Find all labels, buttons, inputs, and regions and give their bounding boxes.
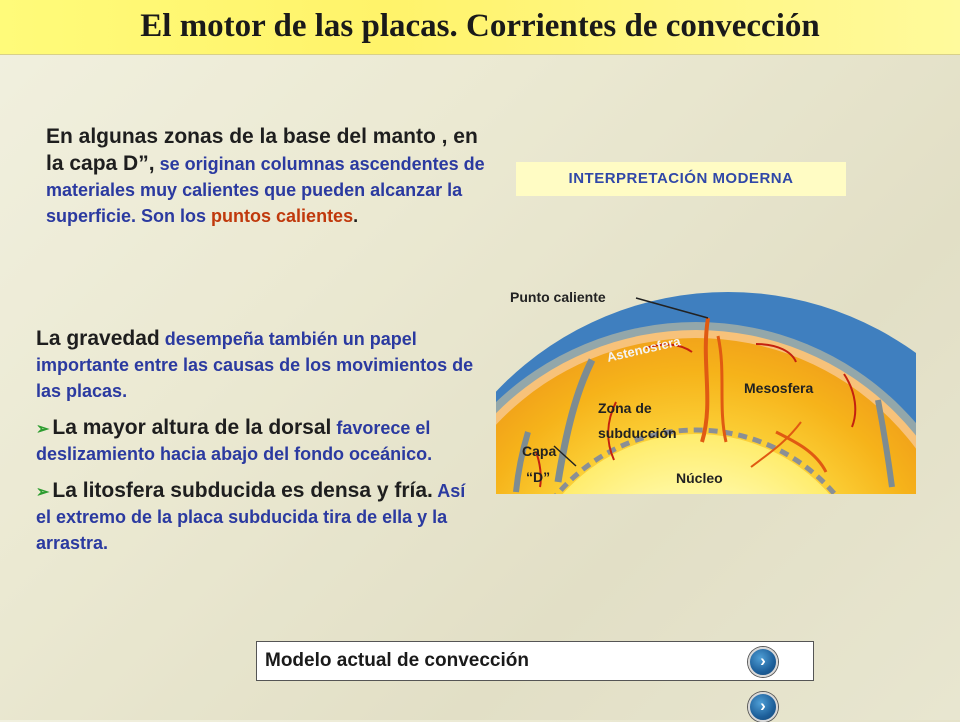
arrow-bullet-icon: ➢ <box>36 484 50 501</box>
arrow-bullet-icon: ➢ <box>36 421 50 438</box>
intro-paragraph <box>46 124 486 230</box>
gravity-body: desempeña también un papel importante entre las causas de los movimientos de las placas. <box>36 329 474 401</box>
chevron-right-icon[interactable]: › <box>748 647 778 677</box>
asthenosphere-label: Astenosfera <box>605 333 682 365</box>
chevron-right-icon[interactable]: › <box>748 692 778 722</box>
bullet-subduction <box>36 478 476 557</box>
bullet-dorsal-body: favorece el deslizamiento hacia abajo del fondo oceánico. <box>36 418 433 464</box>
layer-d-label-line1: Capa <box>522 443 557 459</box>
earth-cross-section-diagram <box>496 282 916 496</box>
hotspot-label: Punto caliente <box>510 289 606 305</box>
bullet-subduction-lead: La litosfera subducida es densa y fría. <box>52 479 433 502</box>
bullet-dorsal <box>36 415 476 468</box>
bullet-subduction-body: Así el extremo de la placa subducida tira de ella y la arrastra. <box>36 481 466 553</box>
bullet-dorsal-lead: La mayor altura de la dorsal <box>52 416 332 439</box>
convection-model-label: Modelo actual de convección <box>265 650 529 671</box>
gravity-section <box>36 326 476 557</box>
hotspot-highlight: puntos calientes <box>211 206 354 226</box>
title-bar <box>0 0 960 55</box>
core-label: Núcleo <box>676 470 723 486</box>
intro-end: . <box>353 206 359 226</box>
intro-body: se originan columnas ascendentes de materiales muy calientes que pueden alcanzar la superficie. Son los <box>46 154 485 226</box>
mesosphere-label: Mesosfera <box>744 380 814 396</box>
gravity-lead: La gravedad <box>36 327 160 350</box>
gravity-paragraph <box>36 326 476 405</box>
convection-model-link[interactable] <box>256 641 814 681</box>
layer-d-label-line2: “D” <box>526 469 551 485</box>
subduction-label-line2: subducción <box>598 425 677 441</box>
intro-lead: En algunas zonas de la base del manto , en la capa D”, <box>46 125 478 175</box>
subduction-label-line1: Zona de <box>598 400 652 416</box>
page-title: El motor de las placas. Corrientes de convección <box>140 8 820 44</box>
diagram-header: INTERPRETACIÓN MODERNA <box>516 162 846 196</box>
